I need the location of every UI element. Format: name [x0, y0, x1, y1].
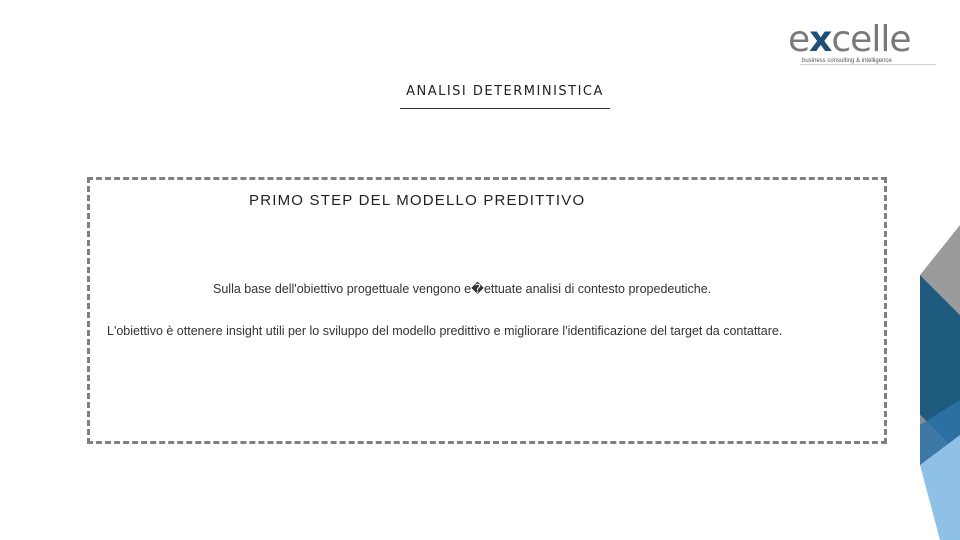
excelle-logo: [788, 20, 938, 72]
logo-letter-e: e: [788, 19, 810, 60]
frame-heading: PRIMO STEP DEL MODELLO PREDITTIVO: [249, 192, 586, 209]
logo-underline: [800, 64, 936, 65]
content-frame: [87, 177, 887, 444]
decorative-shapes: [920, 225, 960, 540]
logo-letters-celle: celle: [831, 19, 911, 60]
page-title: ANALISI DETERMINISTICA: [406, 84, 604, 99]
logo-letter-x: x: [809, 19, 832, 60]
title-underline: [400, 108, 610, 109]
body-text-line-2: L'obiettivo è ottenere insight utili per lo sviluppo del modello predittivo e migliorare l'identificazione del target da contattare.: [107, 324, 783, 338]
logo-tagline: business consulting & intelligence: [802, 58, 892, 64]
body-text-line-1: Sulla base dell'obiettivo progettuale vengono e�ettuate analisi di contesto propedeutiche.: [213, 282, 712, 296]
logo-wordmark: [788, 20, 910, 60]
